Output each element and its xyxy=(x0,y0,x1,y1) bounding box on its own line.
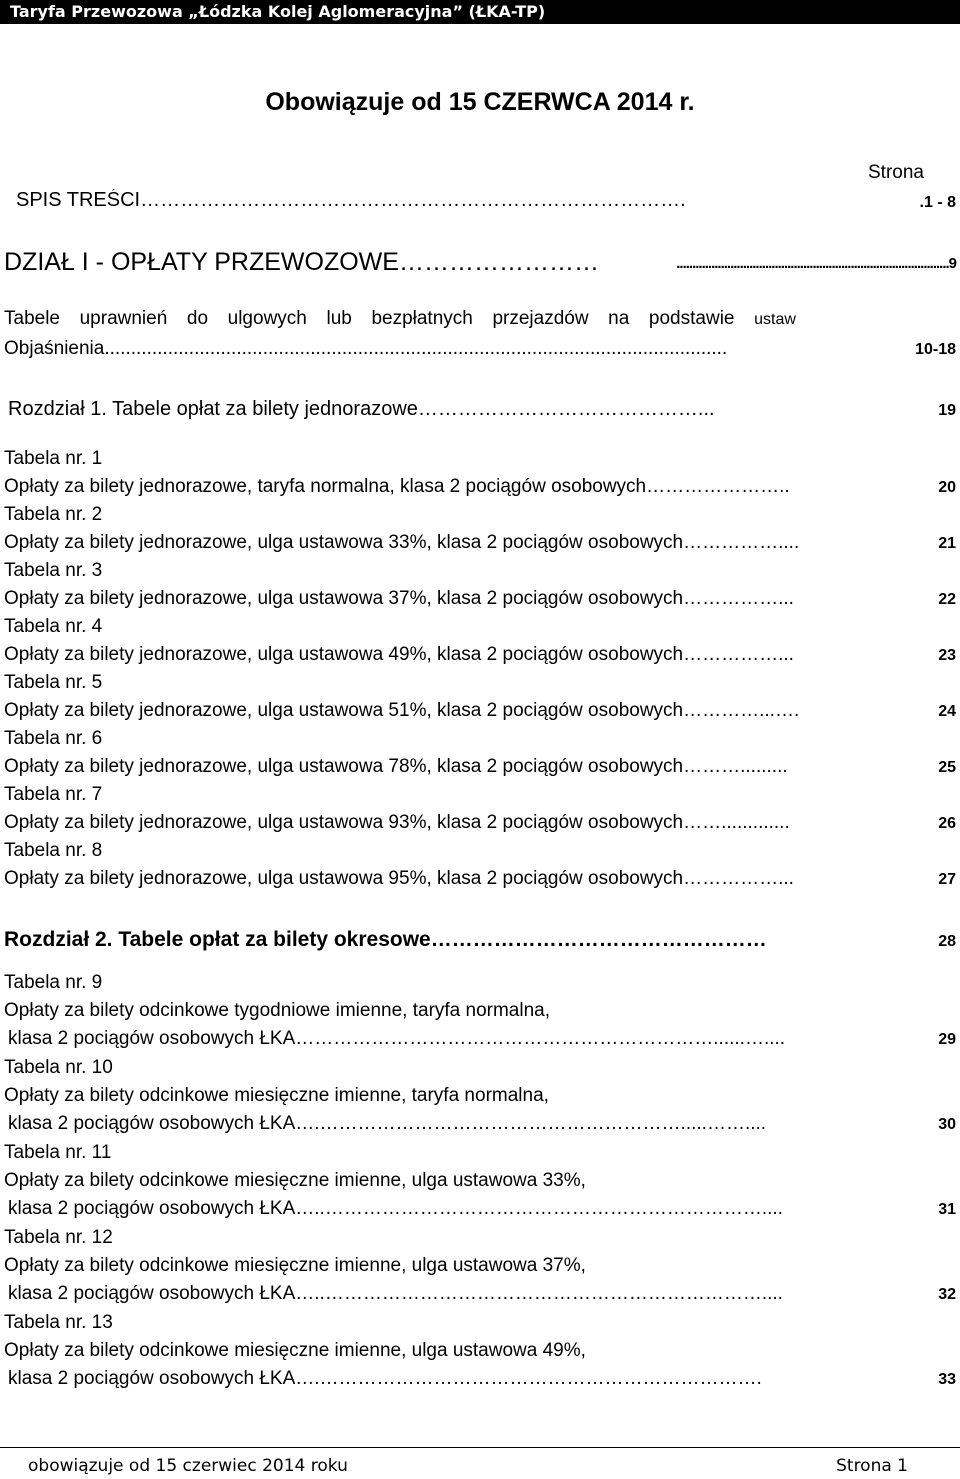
toc-table-title: Tabela nr. 6 xyxy=(4,728,103,749)
toc-table-title: Tabela nr. 10 xyxy=(4,1057,113,1078)
toc-entry-table-7-label: Opłaty za bilety jednorazowe, ulga ustawowa 93%, klasa 2 pociągów osobowych……............. xyxy=(4,812,790,833)
toc-entry-spis-page: .1 - 8 xyxy=(919,194,956,211)
toc-table-title: Tabela nr. 11 xyxy=(4,1142,112,1163)
toc-entry-table-6-page: 25 xyxy=(938,759,956,776)
footer-page-number: Strona 1 xyxy=(836,1456,908,1476)
uprawnien-word: ustaw xyxy=(754,311,796,328)
toc-table-description: Opłaty za bilety odcinkowe miesięczne imienne, ulga ustawowa 37%, xyxy=(4,1255,586,1276)
toc-entry-table-11-page: 31 xyxy=(938,1201,956,1218)
toc-entry-table-9-page: 29 xyxy=(938,1031,956,1048)
toc-table-title: Tabela nr. 3 xyxy=(4,560,103,581)
toc-entry-dzial-label: DZIAŁ I - OPŁATY PRZEWOZOWE…………………… xyxy=(4,248,599,276)
toc-entry-rozdzial-1-label: Rozdział 1. Tabele opłat za bilety jednorazowe……………………………………... xyxy=(8,398,715,420)
document-title: Taryfa Przewozowa „Łódzka Kolej Aglomeracyjna” (ŁKA-TP) xyxy=(10,2,546,21)
toc-entry-table-12-page: 32 xyxy=(938,1286,956,1303)
page-column-label: Strona xyxy=(868,162,924,183)
toc-entry-table-10-label: klasa 2 pociągów osobowych ŁKA….………………………………………………….....…….... xyxy=(8,1113,767,1134)
toc-entry-table-5-label: Opłaty za bilety jednorazowe, ulga ustawowa 51%, klasa 2 pociągów osobowych…………...…. xyxy=(4,700,800,721)
uprawnien-word: uprawnień xyxy=(79,308,168,329)
toc-entry-table-10-page: 30 xyxy=(938,1116,956,1133)
toc-entry-table-3-label: Opłaty za bilety jednorazowe, ulga ustawowa 37%, klasa 2 pociągów osobowych……………... xyxy=(4,588,794,609)
toc-entry-table-2-page: 21 xyxy=(938,535,956,552)
toc-entry-table-9-label: klasa 2 pociągów osobowych ŁKA…………………………………………………………......….... xyxy=(8,1028,786,1049)
toc-table-title: Tabela nr. 9 xyxy=(4,972,103,993)
toc-entry-table-6-label: Opłaty za bilety jednorazowe, ulga ustawowa 78%, klasa 2 pociągów osobowych………......... xyxy=(4,756,788,777)
toc-entry-table-2-label: Opłaty za bilety jednorazowe, ulga ustawowa 33%, klasa 2 pociągów osobowych…………….... xyxy=(4,532,800,553)
toc-entry-table-3-page: 22 xyxy=(938,591,956,608)
uprawnien-word: na xyxy=(608,308,630,329)
uprawnien-word: lub xyxy=(326,308,352,329)
toc-entry-table-5-page: 24 xyxy=(938,703,956,720)
toc-table-title: Tabela nr. 4 xyxy=(4,616,103,637)
toc-table-description: Opłaty za bilety odcinkowe miesięczne imienne, ulga ustawowa 33%, xyxy=(4,1170,586,1191)
toc-table-title: Tabela nr. 8 xyxy=(4,840,103,861)
toc-table-title: Tabela nr. 5 xyxy=(4,672,103,693)
toc-entry-dzial-page: ......................................................................................9 xyxy=(676,255,956,272)
uprawnien-word: ulgowych xyxy=(227,308,307,329)
footer-divider xyxy=(0,1447,960,1448)
toc-table-title: Tabela nr. 13 xyxy=(4,1312,113,1333)
toc-entry-table-1-label: Opłaty za bilety jednorazowe, taryfa normalna, klasa 2 pociągów osobowych………………….. xyxy=(4,476,790,497)
toc-entry-table-13-label: klasa 2 pociągów osobowych ŁKA….……………………………………………………………. xyxy=(8,1368,762,1389)
toc-table-description: Opłaty za bilety odcinkowe miesięczne imienne, taryfa normalna, xyxy=(4,1085,549,1106)
uprawnien-word: Tabele xyxy=(4,308,60,329)
toc-entry-objasnienia-label: Objaśnienia...................................................................................................................... xyxy=(4,338,728,359)
toc-table-title: Tabela nr. 12 xyxy=(4,1227,113,1248)
toc-entry-table-11-label: klasa 2 pociągów osobowych ŁKA…..…………………………………………………………….... xyxy=(8,1198,783,1219)
toc-table-title: Tabela nr. 7 xyxy=(4,784,103,805)
toc-table-title: Tabela nr. 1 xyxy=(4,448,103,469)
toc-entry-objasnienia-page: 10-18 xyxy=(915,341,956,358)
toc-table-description: Opłaty za bilety odcinkowe miesięczne imienne, ulga ustawowa 49%, xyxy=(4,1340,586,1361)
toc-entry-table-12-label: klasa 2 pociągów osobowych ŁKA…..…………………………………………………………….... xyxy=(8,1283,783,1304)
toc-entry-table-8-page: 27 xyxy=(938,871,956,888)
toc-entry-spis-label: SPIS TREŚCI………………………………………………………………………. xyxy=(16,189,686,211)
footer-effective-note: obowiązuje od 15 czerwiec 2014 roku xyxy=(28,1456,348,1476)
toc-table-title: Tabela nr. 2 xyxy=(4,504,103,525)
uprawnien-word: przejazdów xyxy=(492,308,589,329)
uprawnien-word: podstawie xyxy=(648,308,735,329)
effective-date-heading: Obowiązuje od 15 CZERWCA 2014 r. xyxy=(265,88,695,116)
toc-entry-rozdzial-2-label: Rozdział 2. Tabele opłat za bilety okresowe………………………………………… xyxy=(4,928,767,951)
toc-entry-table-1-page: 20 xyxy=(938,479,956,496)
toc-entry-rozdzial-2-page: 28 xyxy=(938,933,956,950)
toc-entry-tabele-uprawnien[interactable] xyxy=(4,308,796,330)
toc-entry-table-4-label: Opłaty za bilety jednorazowe, ulga ustawowa 49%, klasa 2 pociągów osobowych……………... xyxy=(4,644,794,665)
toc-entry-rozdzial-1-page: 19 xyxy=(938,402,956,419)
toc-entry-table-7-page: 26 xyxy=(938,815,956,832)
toc-table-description: Opłaty za bilety odcinkowe tygodniowe imienne, taryfa normalna, xyxy=(4,1000,551,1021)
uprawnien-word: bezpłatnych xyxy=(371,308,473,329)
toc-entry-table-8-label: Opłaty za bilety jednorazowe, ulga ustawowa 95%, klasa 2 pociągów osobowych……………... xyxy=(4,868,794,889)
uprawnien-word: do xyxy=(186,308,209,329)
toc-entry-table-4-page: 23 xyxy=(938,647,956,664)
toc-entry-table-13-page: 33 xyxy=(938,1371,956,1388)
